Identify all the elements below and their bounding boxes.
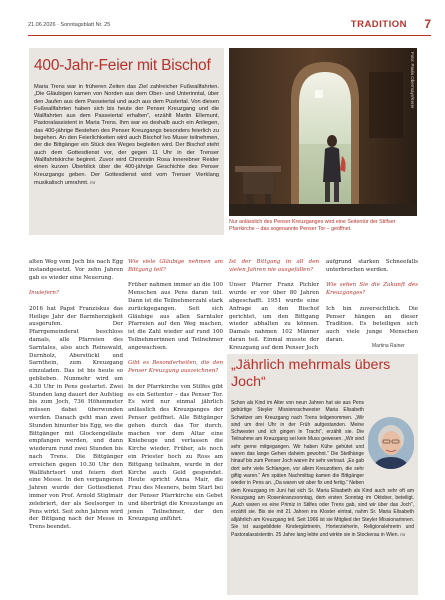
interview-question: Inwiefern? — [29, 290, 59, 297]
article-column-1 — [29, 259, 123, 532]
paragraph: 2016 hat Papst Franziskus das Heilige Jahr der Barmherzigkeit ausgerufen. Der Pfarrgemeinderat beschloss damals, alle Pfarreien des Sarntales, also auch Reinswald, Durnholz, Aberstückl und Sarnthein, zum Kreuzgang einzuladen. Das ist bis heute so geblieben. Nunmehr wird um 4.30 Uhr in Pens gestartet. Zwei Stunden lang dauert der Aufstieg bis zum Joch, 736 Höhenmeter müssen dabei überwunden werden. Danach geht man zwei Stunden hinunter bis Egg, wo die Bittgänger mit Glockengeläute empfangen werden, und dann wiederum rund zwei Stunden bis nach Trens. Die Bittgänger erreichen gegen 10.30 Uhr den Wallfahrtsort und feiern dort eine Messe. In den vergangenen Jahren wurde der Gottesdienst immer von Prof. Arnold Stiglmair zelebriert, der als Seelsorger in Pens wirkt. Seit zehn Jahren wird der Bittgang nach der Messe in Trens beendet. — [29, 305, 123, 531]
paragraph: Unser Pfarrer Franz Pichler wurde er vor über 80 Jahren abgeschafft. 1951 wurde eine Anfrage an den Bischof gerichtet, um den Bittgang wieder abhalten zu können. Damals nahmen 102 Männer daran teil. Einmal musste der Kreuzgang auf dem Penser Joch — [229, 282, 319, 351]
interview-question: Ist der Bittgang in all den vielen Jahren nie ausgefallen? — [229, 259, 319, 273]
lead-box — [29, 48, 224, 235]
page-number: 7 — [424, 17, 431, 31]
photo-caption: Nur anlässlich des Penser Kreuzganges wird eine Seitentür der Stilfser Pfarrkirche – das sogenannte Penser Tor – geöffnet. — [229, 219, 396, 232]
page-header — [28, 18, 431, 36]
church-door-illustration — [229, 48, 417, 216]
issue-date: 21.06.2026 · Sonntagsblatt Nr. 25 — [28, 22, 111, 28]
article-column-3 — [229, 259, 319, 353]
article-column-2 — [128, 259, 223, 524]
lead-body: Maria Trens war in früheren Zeiten das Ziel zahlreicher Fußwallfahrten. „Die Gläubigen kamen von Norden aus dem Ober- und Unterinntal, über den Jaufen aus dem Passeiertal und auch aus dem Pustertal. Von diesen Fußwallfahrten haben sich bis heute der Penser Kreuzgang und die Wallfahrten aus dem Passeiertal erhalten“, erzählt Martin Ellemunt, Pastoralassistent in Maria Trens. Ihm war es deshalb auch ein Anliegen, das 400-jährige Bestehen des Penser Kreuzgangs besonders feierlich zu begehen. An den Feierlichkeiten wird auch Bischof Ivo Muser teilnehmen, der die Bittgänger ein Stück des Weges begleiten wird. Der Bischof steht auch dem Gottesdienst vor, der gegen 11 Uhr in der Trenser Wallfahrtskirche beginnt. Zuvor wird Chronistin Rosa Innerebner Reider einen kurzen Überblick über die 400-jährige Geschichte des Penser Kreuzgangs geben. Der Gottesdienst wird vom Trenser Vierklang musikalisch umrahmt. — [34, 84, 219, 186]
lead-text — [34, 84, 219, 187]
paragraph: In der Pfarrkirche von Stilfes gibt es ein Seitentor – das Penser Tor. Es wird nur einmal jährlich anlässlich des Kreuzganges der Penser geöffnet. Alle Bittgänger gehen durch das Tor durch, machen vor dem Altar eine Kniebeuge und verlassen die Kirche wieder. Früher, als noch ein Priester hoch zu Ross am Bittgang teilnahm, wurde in der Kirche auch Geld gespendet. Heute spricht Anna Mair, die Frau des Mesners, beim Start bei der Penser Pfarrkirche ein Gebet und überträgt die Kreuzstange an jenen Teilnehmer, der den Kreuzgang anführt. — [128, 383, 223, 523]
sidebar-body: Schon als Kind im Alter von neun Jahren hat sie aus Pens gebürtige Steyler Missionsschwester Maria Elisabeth Schwitzer am Kreuzgang nach Trens teilgenommen. „Wir sind um drei Uhr in der Früh aufgestanden. Meine Schwester und ich gingen in Tracht“, erzählt sie. Die Teilnahme am Kreuzgang sei kein Muss gewesen. „Wir sind sehr gerne mitgegangen. Wir haben Kühe gehütet und waren das lange Gehen daheim gewohnt.“ Die Steilhänge hinauf bis zum Penser Joch waren ihr sehr vertraut. „Es gab dort sehr viele Schlangen, vor allem Kreuzottern, die sehr giftig waren.“ Am späten Nachmittag kamen die Bittgänger wieder in Pens an. „Da waren wir aber fix und fertig.“ Neben dem Kreuzgang im Juni hat sich Sr. Maria Elisabeth als Kind auch sehr oft am Kreuzgang am Rosenkranzsonntag, dem ersten Sonntag im Oktober, beteiligt. „Auch waren es eine Primiz in Stilfes oder Trens gab, sind wir über das Joch“, erzählt sie. Bis sie mit 21 Jahren ins Kloster eintrat, nahm Sr. Maria Elisabeth alljährlich am Kreuzgang teil. Seit 1966 ist sie Mitglied der Steyler Missionarinnen. Sie ist ausgebildete Kindergärtnerin, Horterzieherin, Religionslehrerin und Pastoralassistentin. 25 Jahre lang lebte und wirkte sie in Stockerau in Wien. — [231, 400, 414, 539]
article-column-4 — [326, 259, 418, 345]
sidebar-signature: mr — [400, 532, 406, 538]
paragraph: Ich bin zuversichtlich. Die Penser hängen an dieser Tradition. Es beteiligen sich auch viele junge Menschen daran. — [326, 305, 418, 343]
sidebar-text — [231, 400, 414, 540]
photo-credit: Foto: Paula Obermayr/Kerer — [410, 52, 415, 109]
interview-question: Wie viele Gläubige nehmen am Bittgang teil? — [128, 259, 223, 273]
section-title: TRADITION — [350, 19, 407, 30]
sidebar-box — [227, 354, 418, 595]
sidebar-title: „Jährlich mehrmals übers Joch“ — [231, 357, 391, 390]
interview-question: Wie sehen Sie die Zukunft des Kreuzganges? — [326, 282, 418, 297]
lead-signature: mr — [90, 179, 96, 185]
church-door-photo — [229, 48, 417, 216]
author-byline: Martina Rainer — [372, 343, 405, 349]
paragraph: Früher nahmen immer an die 100 Menschen aus Pens daran teil. Dann ist die Teilnehmerzahl stark zurückgegangen. Seit sich Gläubige aus allen Sarntaler Pfarreien auf den Weg machen, ist die Zahl wieder auf rund 100 Teilnehmerinnen und Teilnehmer angewachsen. — [128, 282, 223, 351]
interview-question: Gibt es Besonderheiten, die den Penser Kreuzgang auszeichnen? — [128, 360, 223, 375]
paragraph: aufgrund starken Schneefalls unterbrochen werden. — [326, 259, 418, 273]
header-rule — [28, 35, 431, 36]
paragraph: alten Weg vom Joch bis nach Egg instandgesetzt. Vor zehn Jahren gab es wieder eine Neuerung. — [29, 259, 123, 281]
lead-title: 400-Jahr-Feier mit Bischof — [34, 57, 211, 74]
